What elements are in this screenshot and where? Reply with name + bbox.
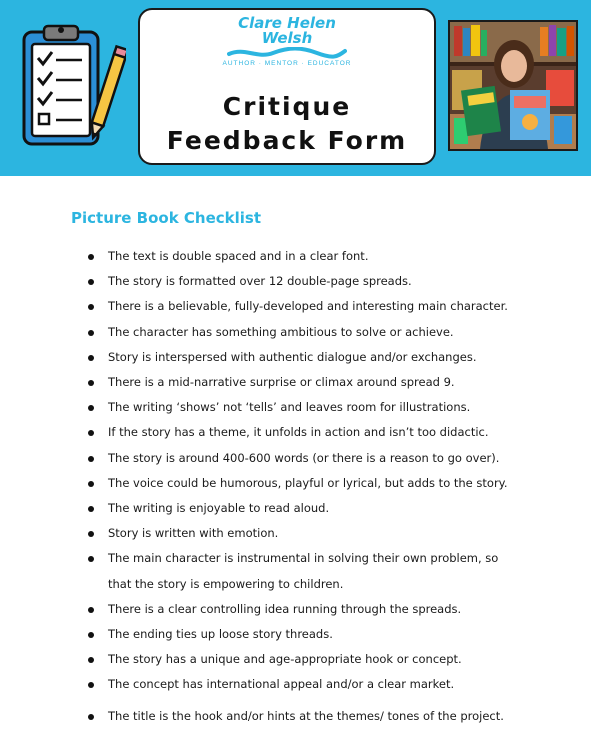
list-item-multiline: [88, 546, 548, 596]
logo-name-line1: Clare Helen: [238, 14, 336, 32]
list-item: The writing is enjoyable to read aloud.: [88, 496, 548, 521]
author-photo-image: [450, 22, 576, 149]
list-item-line: that the story is empowering to children.: [108, 576, 344, 591]
list-item: There is a mid-narrative surprise or climax around spread 9.: [88, 370, 548, 395]
list-item: There is a clear controlling idea running through the spreads.: [88, 597, 548, 622]
checklist: [88, 244, 548, 729]
wave-icon: [227, 47, 347, 59]
clipboard-checklist-icon: [16, 22, 126, 152]
form-title-line1: Critique: [222, 92, 352, 121]
list-item: The title is the hook and/or hints at the themes/ tones of the project.: [88, 704, 548, 729]
logo-name-line2: Welsh: [261, 29, 313, 47]
list-item: The story is around 400-600 words (or there is a reason to go over).: [88, 446, 548, 471]
list-item: Story is interspersed with authentic dialogue and/or exchanges.: [88, 345, 548, 370]
list-item: The voice could be humorous, playful or lyrical, but adds to the story.: [88, 471, 548, 496]
list-item: If the story has a theme, it unfolds in action and isn’t too didactic.: [88, 420, 548, 445]
list-item: The story is formatted over 12 double-page spreads.: [88, 269, 548, 294]
author-logo: [140, 16, 434, 67]
list-item: The ending ties up loose story threads.: [88, 622, 548, 647]
author-photo: [448, 20, 578, 151]
header-banner: [0, 0, 591, 176]
list-item: The concept has international appeal and/or a clear market.: [88, 672, 548, 697]
list-item: There is a believable, fully-developed and interesting main character.: [88, 294, 548, 319]
list-item: The story has a unique and age-appropriate hook or concept.: [88, 647, 548, 672]
list-item: The writing ‘shows’ not ‘tells’ and leaves room for illustrations.: [88, 395, 548, 420]
logo-tagline: AUTHOR · MENTOR · EDUCATOR: [222, 60, 352, 67]
list-item: The character has something ambitious to solve or achieve.: [88, 320, 548, 345]
form-title-line2: Feedback Form: [166, 126, 408, 155]
title-card: [138, 8, 436, 165]
list-item: Story is written with emotion.: [88, 521, 548, 546]
list-item: The text is double spaced and in a clear font.: [88, 244, 548, 269]
list-item-line: The main character is instrumental in solving their own problem, so: [108, 551, 499, 566]
checklist-heading: Picture Book Checklist: [71, 209, 262, 227]
